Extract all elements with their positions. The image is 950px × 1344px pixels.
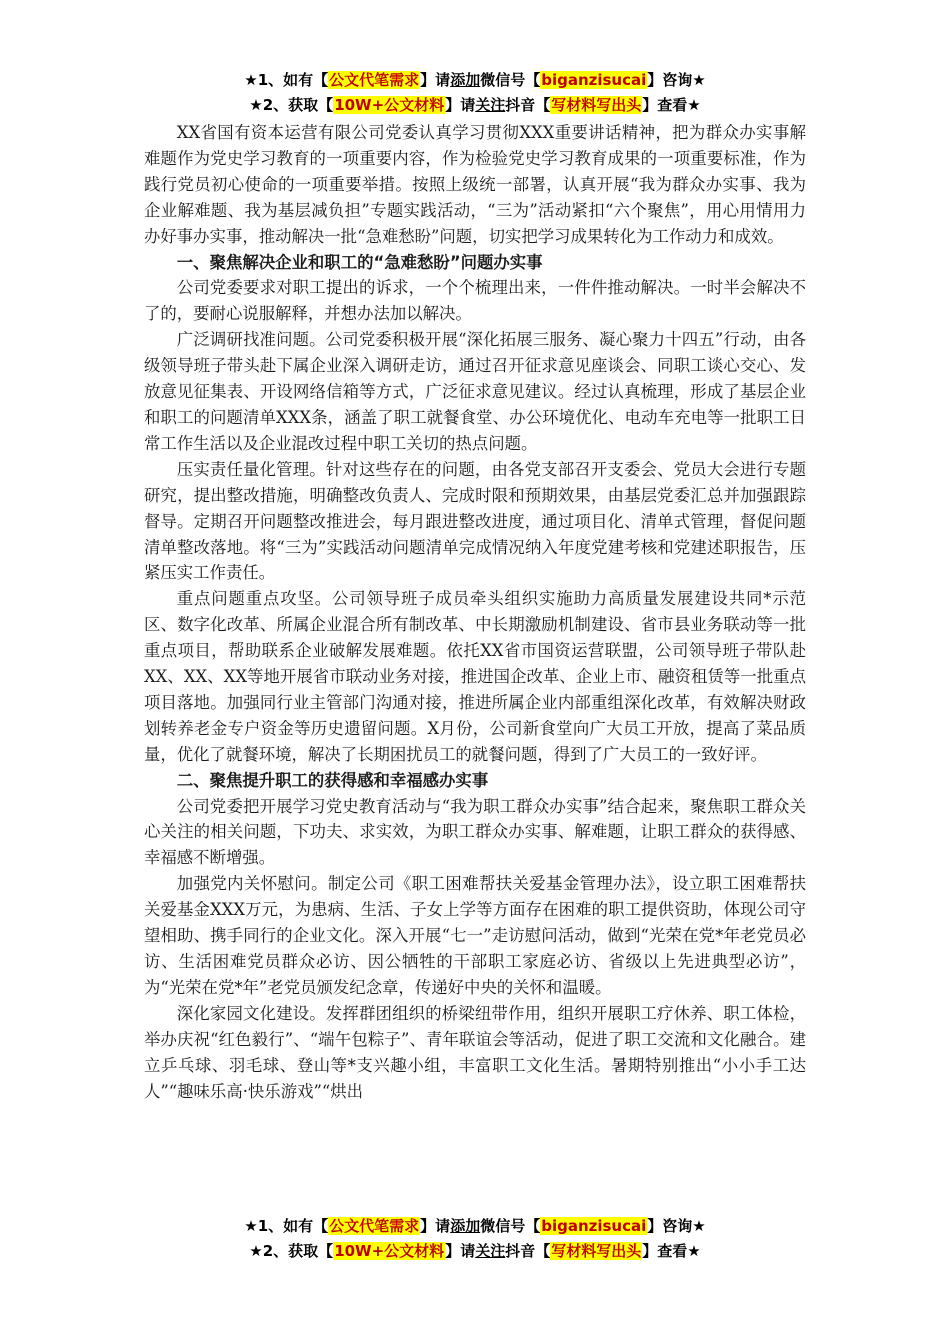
- promo-highlight: biganzisucai: [541, 1217, 647, 1235]
- promo-text: ★2、获取【: [249, 96, 334, 114]
- intro-paragraph: XX省国有资本运营有限公司党委认真学习贯彻XXX重要讲话精神，把为群众办实事解难题作为党史学习教育的一项重要内容，作为检验党史学习教育成果的一项重要标准，作为践行党员初心使命的一项重要举措。按照上级统一部署，认真开展“我为群众办实事、我为企业解难题、我为基层减负担”专题实践活动，“三为”活动紧扣“六个聚焦”，用心用情用力办好事办实事，推动解决一批“急难愁盼”问题，切实把学习成果转化为工作动力和成效。: [144, 123, 806, 246]
- body-paragraph: 公司党委要求对职工提出的诉求，一个个梳理出来，一件件推动解决。一时半会解决不了的，要耐心说服解释，并想办法加以解决。: [144, 278, 806, 324]
- promo-banner-top: [0, 68, 950, 118]
- promo-text: 微信号【: [480, 1217, 541, 1235]
- promo-highlight: 写材料写出头: [551, 1242, 642, 1260]
- body-paragraph: 加强党内关怀慰问。制定公司《职工困难帮扶关爱基金管理办法》，设立职工困难帮扶关爱基金XXX万元，为患病、生活、子女上学等方面存在困难的职工提供资助，体现公司守望相助、携手同行的企业文化。深入开展“七一”走访慰问活动，做到“光荣在党*年老党员必访、生活困难党员群众必访、因公牺牲的干部职工家庭必访、省级以上先进典型必访”，为“光荣在党*年”老党员颁发纪念章，传递好中央的关怀和温暖。: [144, 874, 806, 997]
- body-paragraph: 深化家园文化建设。发挥群团组织的桥梁纽带作用，组织开展职工疗休养、职工体检，举办庆祝“红色毅行”、“端午包粽子”、青年联谊会等活动，促进了职工交流和文化融合。建立乒乓球、羽毛球、登山等*支兴趣小组，丰富职工文化生活。暑期特别推出“小小手工达人”“趣味乐高·快乐游戏”“烘出: [144, 1003, 806, 1101]
- promo-banner-bottom: [0, 1214, 950, 1264]
- promo-highlight: 10W+公文材料: [334, 1242, 445, 1260]
- promo-line-2: [0, 93, 950, 118]
- promo-underline: 添加: [450, 71, 481, 89]
- promo-text: 】请: [420, 71, 451, 89]
- promo-underline: 关注: [475, 1242, 506, 1260]
- promo-text: 抖音【: [505, 1242, 551, 1260]
- promo-line-2: [0, 1239, 950, 1264]
- promo-text: 】查看★: [642, 1242, 701, 1260]
- promo-line-1: [0, 68, 950, 93]
- promo-highlight: 公文代笔需求: [329, 71, 420, 89]
- promo-underline: 添加: [450, 1217, 481, 1235]
- promo-highlight: 10W+公文材料: [334, 96, 445, 114]
- promo-text: 微信号【: [480, 71, 541, 89]
- promo-highlight: biganzisucai: [541, 71, 647, 89]
- body-paragraph: 广泛调研找准问题。公司党委积极开展“深化拓展三服务、凝心聚力十四五”行动，由各级领导班子带头赴下属企业深入调研走访，通过召开征求意见座谈会、同职工谈心交心、发放意见征集表、开设网络信箱等方式，广泛征求意见建议。经过认真梳理，形成了基层企业和职工的问题清单XXX条，涵盖了职工就餐食堂、办公环境优化、电动车充电等一批职工日常工作生活以及企业混改过程中职工关切的热点问题。: [144, 330, 806, 453]
- promo-text: 】咨询★: [647, 71, 706, 89]
- promo-text: 】请: [420, 1217, 451, 1235]
- promo-text: ★2、获取【: [249, 1242, 334, 1260]
- promo-text: 】请: [445, 96, 476, 114]
- promo-text: 抖音【: [505, 96, 551, 114]
- promo-text: 】查看★: [642, 96, 701, 114]
- promo-text: ★1、如有【: [244, 71, 329, 89]
- promo-highlight: 公文代笔需求: [329, 1217, 420, 1235]
- body-paragraph: 压实责任量化管理。针对这些存在的问题，由各党支部召开支委会、党员大会进行专题研究，提出整改措施，明确整改负责人、完成时限和预期效果，由基层党委汇总并加强跟踪督导。定期召开问题整改推进会，每月跟进整改进度，通过项目化、清单式管理，督促问题清单整改落地。将“三为”实践活动问题清单完成情况纳入年度党建考核和党建述职报告，压紧压实工作责任。: [144, 459, 806, 583]
- body-paragraph: 重点问题重点攻坚。公司领导班子成员牵头组织实施助力高质量发展建设共同*示范区、数字化改革、所属企业混合所有制改革、中长期激励机制建设、省市县业务联动等一批重点项目，帮助联系企业破解发展难题。依托XX省市国资运营联盟，公司领导班子带队赴XX、XX、XX等地开展省市联动业务对接，推进国企改革、企业上市、融资租赁等一批重点项目落地。加强同行业主管部门沟通对接，推进所属企业内部重组深化改革，有效解决财政划转养老金专户资金等历史遗留问题。X月份，公司新食堂向广大员工开放，提高了菜品质量，优化了就餐环境，解决了长期困扰员工的就餐问题，得到了广大员工的一致好评。: [144, 589, 806, 764]
- promo-text: 】咨询★: [647, 1217, 706, 1235]
- promo-line-1: [0, 1214, 950, 1239]
- promo-text: ★1、如有【: [244, 1217, 329, 1235]
- promo-highlight: 写材料写出头: [551, 96, 642, 114]
- body-paragraph: 公司党委把开展学习党史教育活动与“我为职工群众办实事”结合起来，聚焦职工群众关心关注的相关问题，下功夫、求实效，为职工群众办实事、解难题，让职工群众的获得感、幸福感不断增强。: [144, 796, 806, 868]
- promo-underline: 关注: [475, 96, 506, 114]
- promo-text: 】请: [445, 1242, 476, 1260]
- section-2-heading: 二、聚焦提升职工的获得感和幸福感办实事: [176, 770, 489, 790]
- section-1-heading: 一、聚焦解决企业和职工的“急难愁盼”问题办实事: [176, 252, 543, 272]
- document-body: [144, 120, 806, 1104]
